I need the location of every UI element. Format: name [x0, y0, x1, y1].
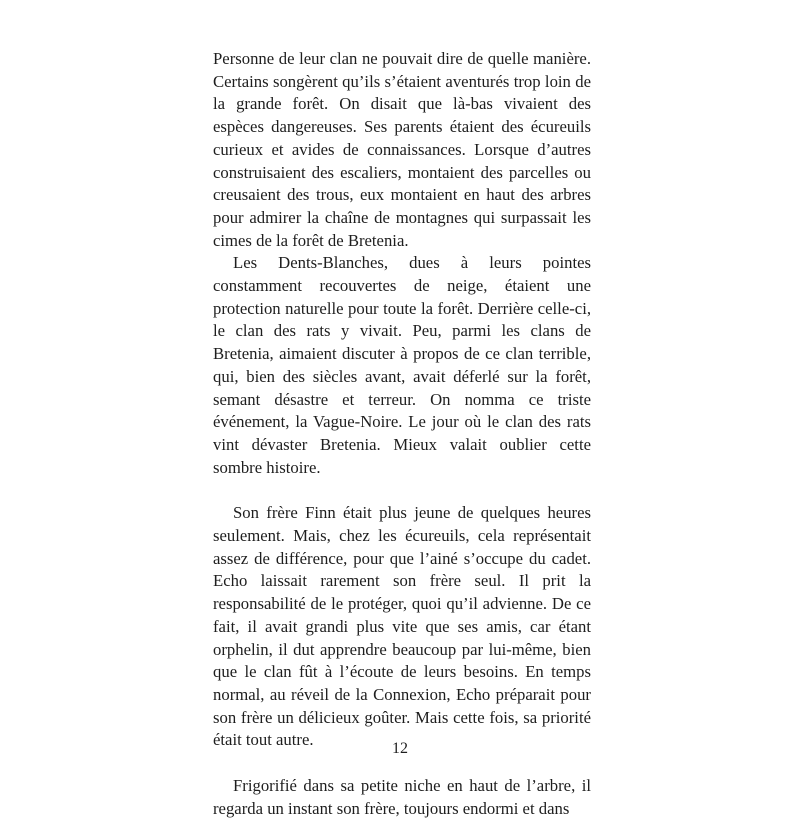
page-number: 12: [392, 740, 408, 757]
paragraph-3: Son frère Finn était plus jeune de quelques heures seulement. Mais, chez les écureuils, cela représentait assez de différence, pour que l’ainé s’occupe du cadet. Echo laissait rarement son frère seul. Il prit la responsabilité de le protéger, quoi qu’il advienne. De ce fait, il avait grandi plus vite que ses amis, car étant orphelin, il dut apprendre beaucoup par lui-même, bien que le clan fût à l’écoute de leurs besoins. En temps normal, au réveil de la Connexion, Echo préparait pour son frère un délicieux goûter. Mais cette fois, sa priorité était tout autre.: [213, 503, 591, 750]
paragraph-1: Personne de leur clan ne pouvait dire de quelle manière. Certains songèrent qu’ils s’étaient aventurés trop loin de la grande forêt. On disait que là-bas vivaient des espèces dangereuses. Ses parents étaient des écureuils curieux et avides de connaissances. Lorsque d’autres construisaient des escaliers, montaient des parcelles ou creusaient des trous, eux montaient en haut des arbres pour admirer la chaîne de montagnes qui surpassait les cimes de la forêt de Bretenia.: [213, 49, 591, 250]
body-text: [213, 48, 591, 821]
paragraph-4: Frigorifié dans sa petite niche en haut de l’arbre, il regarda un instant son frère, toujours endormi et dans: [213, 776, 591, 818]
paragraph-2: Les Dents-Blanches, dues à leurs pointes constamment recouvertes de neige, étaient une protection naturelle pour toute la forêt. Derrière celle-ci, le clan des rats y vivait. Peu, parmi les clans de Bretenia, aimaient discuter à propos de ce clan terrible, qui, bien des siècles avant, avait déferlé sur la forêt, semant désastre et terreur. On nomma ce triste événement, la Vague-Noire. Le jour où le clan des rats vint dévaster Bretenia. Mieux valait oublier cette sombre histoire.: [213, 253, 591, 477]
